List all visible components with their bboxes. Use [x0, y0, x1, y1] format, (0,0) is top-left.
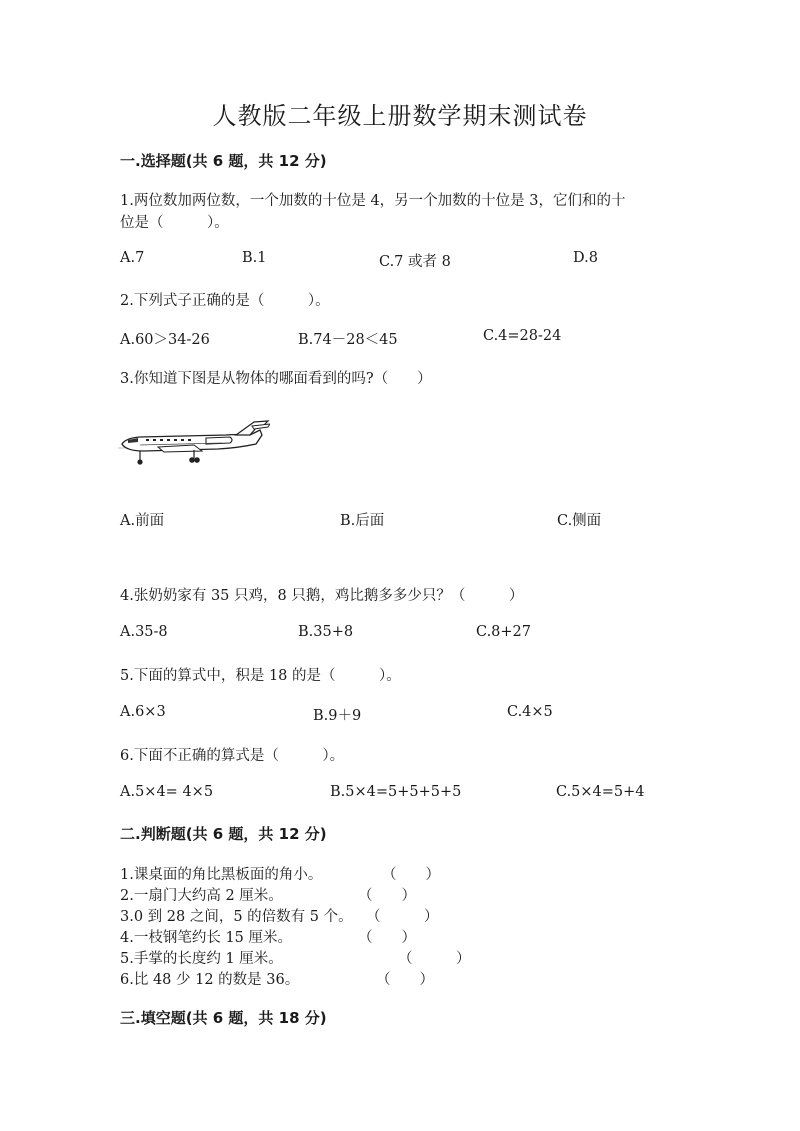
judge-4-text: 4.一枝钢笔约长 15 厘米。 [120, 930, 293, 946]
judge-3-text: 3.0 到 28 之间，5 的倍数有 5 个。 [120, 909, 353, 925]
question-4-line1: 4.张奶奶家有 35 只鸡，8 只鹅，鸡比鹅多多少只？（ ） [120, 588, 524, 604]
question-6-option-b: B.5×4=5+5+5+5 [330, 784, 462, 800]
question-3-option-c: C.侧面 [557, 513, 602, 529]
question-1-option-d: D.8 [573, 250, 598, 266]
question-5-line1: 5.下面的算式中，积是 18 的是（ ）。 [120, 668, 401, 684]
judge-1-text: 1.课桌面的角比黑板面的角小。 [120, 867, 323, 883]
question-2-option-c: C.4=28-24 [483, 328, 562, 344]
question-5-option-c: C.4×5 [507, 704, 553, 720]
judge-2-text: 2.一扇门大约高 2 厘米。 [120, 888, 283, 904]
question-2-line1: 2.下列式子正确的是（ ）。 [120, 293, 330, 309]
section-heading-fill: 三.填空题(共 6 题，共 18 分) [120, 1009, 327, 1027]
airplane-image [118, 418, 270, 470]
section-heading-judge: 二.判断题(共 6 题，共 12 分) [120, 825, 327, 843]
question-1-line1: 1.两位数加两位数，一个加数的十位是 4，另一个加数的十位是 3，它们和的十 [120, 193, 626, 209]
judge-5-text: 5.手掌的长度约 1 厘米。 [120, 951, 283, 967]
section-heading-choice: 一.选择题(共 6 题，共 12 分) [120, 152, 327, 170]
judge-3-answer-blank: （ ） [366, 909, 439, 925]
question-6-option-c: C.5×4=5+4 [556, 784, 645, 800]
question-5-option-a: A.6×3 [120, 704, 166, 720]
judge-5-answer-blank: （ ） [398, 951, 471, 967]
question-4-option-b: B.35+8 [298, 624, 354, 640]
question-3-option-b: B.后面 [340, 513, 385, 529]
question-6-option-a: A.5×4= 4×5 [120, 784, 214, 800]
question-2-option-b: B.74－28＜45 [298, 332, 398, 348]
judge-2-answer-blank: （ ） [358, 888, 416, 904]
question-6-line1: 6.下面不正确的算式是（ ）。 [120, 748, 345, 764]
judge-4-answer-blank: （ ） [358, 930, 416, 946]
judge-6-text: 6.比 48 少 12 的数是 36。 [120, 972, 300, 988]
page-title: 人教版二年级上册数学期末测试卷 [212, 102, 588, 130]
judge-1-answer-blank: （ ） [382, 867, 440, 883]
question-4-option-c: C.8+27 [476, 624, 532, 640]
question-5-option-b: B.9＋9 [313, 708, 362, 724]
question-1-option-c: C.7 或者 8 [379, 254, 451, 270]
question-1-option-a: A.7 [120, 250, 145, 266]
question-3-line1: 3.你知道下图是从物体的哪面看到的吗?（ ） [120, 371, 432, 387]
question-2-option-a: A.60＞34-26 [120, 332, 210, 348]
question-4-option-a: A.35-8 [120, 624, 168, 640]
question-1-line2: 位是（ ）。 [120, 215, 229, 231]
question-1-option-b: B.1 [242, 250, 267, 266]
question-3-option-a: A.前面 [120, 513, 165, 529]
judge-6-answer-blank: （ ） [376, 972, 434, 988]
